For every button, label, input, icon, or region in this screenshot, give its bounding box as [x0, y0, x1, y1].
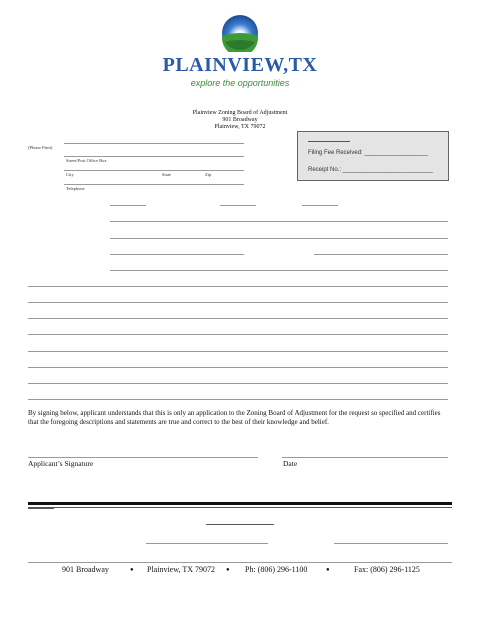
footer-address: 901 Broadway: [62, 565, 109, 574]
office-use-box: [297, 131, 449, 181]
footer-bullet-1: ●: [130, 567, 134, 573]
date-line[interactable]: [282, 457, 448, 458]
header-line-1: Plainview Zoning Board of Adjustment: [192, 110, 288, 116]
logo-wordmark: PLAINVIEW,TX: [162, 54, 318, 76]
description-line-6[interactable]: [28, 367, 448, 368]
office-line-right[interactable]: [334, 543, 448, 544]
description-line-1[interactable]: [28, 286, 448, 287]
state-label: State: [162, 172, 171, 177]
certification-statement: By signing below, applicant understands that this is only an application to the Zoning Board of Adjustment for the request so specified and certifies that the foregoing descriptions and statements are true and correct to the best of their knowledge and belief.: [28, 409, 441, 426]
applicant-signature-line[interactable]: [28, 457, 258, 458]
document-header: [180, 110, 300, 131]
office-line-left[interactable]: [146, 543, 268, 544]
blank-short-1[interactable]: [110, 205, 146, 206]
city-logo: [0, 10, 480, 95]
blank-line-a[interactable]: [110, 221, 448, 222]
telephone-label: Telephone: [66, 186, 85, 191]
section-divider: [28, 502, 452, 505]
blank-line-c-right[interactable]: [314, 254, 448, 255]
receipt-number-field[interactable]: Receipt No.: ___________________________: [308, 167, 433, 173]
street-label: Street/Post Office Box: [66, 158, 107, 163]
office-line-center[interactable]: [206, 524, 274, 525]
description-line-2[interactable]: [28, 302, 448, 303]
please-print-label: (Please Print): [28, 145, 53, 150]
street-line[interactable]: [64, 156, 244, 157]
blank-line-c-left[interactable]: [110, 254, 244, 255]
footer-fax: Fax: (806) 296-1125: [354, 565, 420, 574]
description-line-4[interactable]: [28, 334, 448, 335]
header-line-2: 901 Broadway: [222, 117, 258, 123]
sunburst-logo-icon: [221, 14, 259, 52]
filing-fee-field[interactable]: Filing Fee Received: ___________________: [308, 150, 428, 156]
footer-phone: Ph: (806) 296-1100: [245, 565, 308, 574]
city-state-zip-line[interactable]: [64, 170, 244, 171]
blank-line-d[interactable]: [110, 270, 448, 271]
header-line-3: Plainview, TX 79072: [214, 124, 266, 130]
blank-line-b[interactable]: [110, 238, 448, 239]
telephone-line[interactable]: [64, 184, 244, 185]
logo-tagline: explore the opportunities: [190, 78, 290, 88]
footer-bullet-2: ●: [226, 567, 230, 573]
date-label: Date: [283, 459, 298, 468]
blank-short-2[interactable]: [220, 205, 256, 206]
footer-rule: [28, 562, 452, 563]
box-top-line: [308, 141, 350, 142]
description-line-3[interactable]: [28, 318, 448, 319]
blank-short-3[interactable]: [302, 205, 338, 206]
footer-city: Plainview, TX 79072: [147, 565, 215, 574]
zip-label: Zip: [205, 172, 212, 177]
footer-bullet-3: ●: [326, 567, 330, 573]
description-line-8[interactable]: [28, 399, 448, 400]
description-line-7[interactable]: [28, 383, 448, 384]
name-line[interactable]: [64, 143, 244, 144]
city-label: City: [66, 172, 74, 177]
description-line-5[interactable]: [28, 351, 448, 352]
applicant-signature-label: Applicant’s Signature: [28, 459, 94, 468]
section-divider-thin: [28, 507, 452, 508]
office-short-line: [28, 508, 54, 509]
